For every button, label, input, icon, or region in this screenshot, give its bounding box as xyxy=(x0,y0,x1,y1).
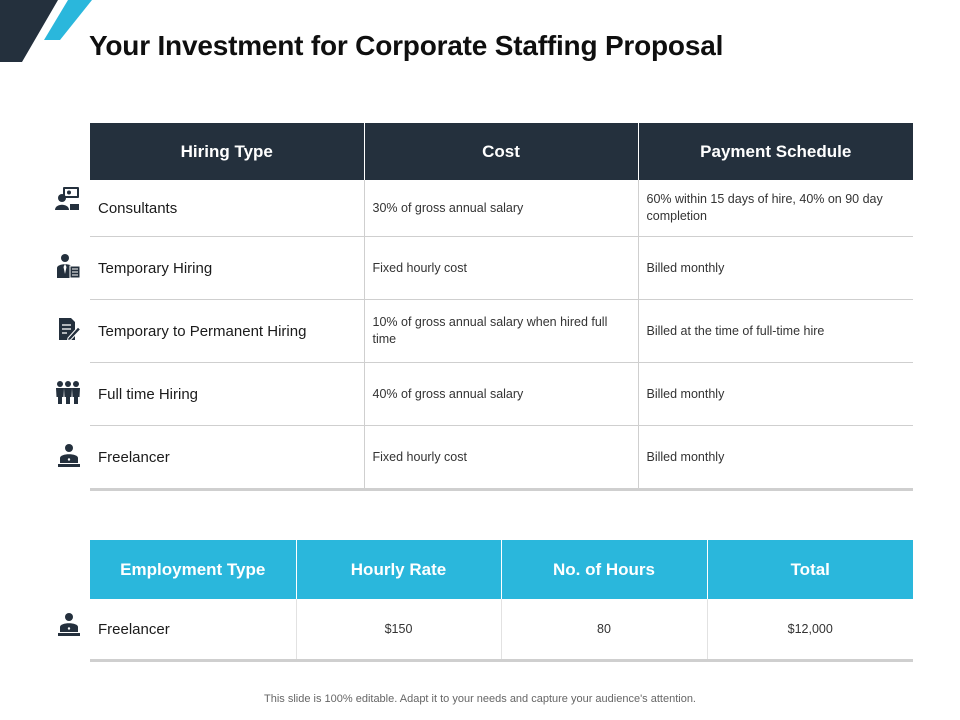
cost-cell: Fixed hourly cost xyxy=(364,237,638,300)
cost-cell: Fixed hourly cost xyxy=(364,426,638,490)
hiring-type-cell: Consultants xyxy=(90,180,364,237)
table-header-row xyxy=(90,540,913,599)
payment-schedule-cell: 60% within 15 days of hire, 40% on 90 day completion xyxy=(638,180,913,237)
payment-schedule-cell: Billed at the time of full-time hire xyxy=(638,300,913,363)
page-title: Your Investment for Corporate Staffing Proposal xyxy=(89,30,724,61)
person-laptop-icon xyxy=(56,612,82,638)
column-header: No. of Hours xyxy=(501,540,707,599)
person-laptop-icon xyxy=(56,443,82,469)
table-row xyxy=(90,599,913,661)
footer-note: This slide is 100% editable. Adapt it to your needs and capture your audience's attention. xyxy=(264,693,696,705)
rate-table xyxy=(90,540,913,662)
payment-schedule-cell: Billed monthly xyxy=(638,237,913,300)
hours-cell: 80 xyxy=(501,599,707,661)
column-header: Employment Type xyxy=(90,540,296,599)
hiring-type-cell: Freelancer xyxy=(90,426,364,490)
payment-schedule-cell: Billed monthly xyxy=(638,363,913,426)
hiring-table xyxy=(90,123,913,491)
corner-decoration xyxy=(0,0,100,62)
column-header: Total xyxy=(707,540,913,599)
cost-cell: 10% of gross annual salary when hired full time xyxy=(364,300,638,363)
team-icon xyxy=(55,380,81,406)
hiring-type-cell: Temporary to Permanent Hiring xyxy=(90,300,364,363)
employment-type-cell: Freelancer xyxy=(90,599,296,661)
hiring-type-cell: Temporary Hiring xyxy=(90,237,364,300)
hourly-rate-cell: $150 xyxy=(296,599,501,661)
consultant-icon xyxy=(55,186,81,212)
table-row xyxy=(90,180,913,237)
payment-schedule-cell: Billed monthly xyxy=(638,426,913,490)
column-header: Payment Schedule xyxy=(638,123,913,180)
cost-cell: 30% of gross annual salary xyxy=(364,180,638,237)
total-cell: $12,000 xyxy=(707,599,913,661)
hiring-type-cell: Full time Hiring xyxy=(90,363,364,426)
table-row xyxy=(90,300,913,363)
table-header-row xyxy=(90,123,913,180)
column-header: Cost xyxy=(364,123,638,180)
column-header: Hourly Rate xyxy=(296,540,501,599)
column-header: Hiring Type xyxy=(90,123,364,180)
businessman-document-icon xyxy=(55,253,81,279)
cost-cell: 40% of gross annual salary xyxy=(364,363,638,426)
table-row xyxy=(90,237,913,300)
table-row xyxy=(90,363,913,426)
document-pen-icon xyxy=(56,316,82,342)
table-row xyxy=(90,426,913,490)
